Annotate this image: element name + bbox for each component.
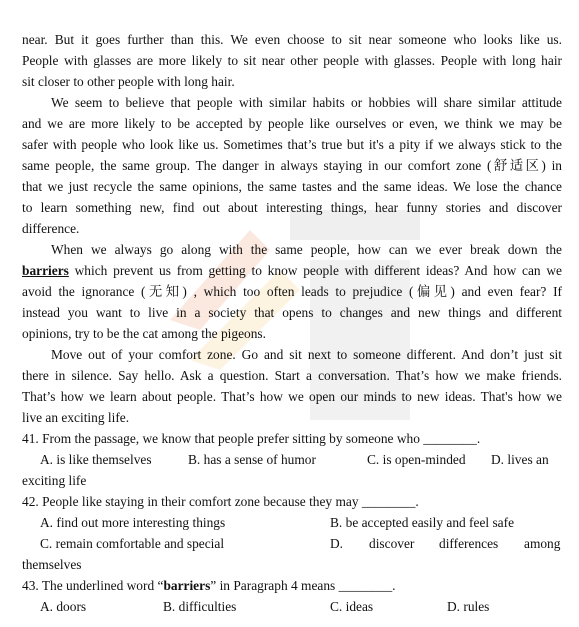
paragraph-line: same people, the same group. The danger in always staying in our comfort zone (舒适区) in [22, 158, 562, 173]
question-43-stem [22, 576, 562, 597]
q41-option-c[interactable]: C. is open-minded [367, 452, 466, 467]
paragraph-line: and we are more likely to be accepted by people like ourselves or even, we think we may be [22, 116, 562, 131]
question-41-stem: 41. From the passage, we know that people prefer sitting by someone who ________. [22, 431, 481, 446]
q43-option-b[interactable]: B. difficulties [163, 599, 237, 614]
paragraph-line: People with glasses are more likely to sit near other people with glasses. People with long hair [22, 53, 562, 68]
paragraph-line: sit closer to other people with long hair. [22, 74, 235, 89]
underlined-word: barriers [22, 263, 69, 278]
q43-stem-pre: 43. The underlined word “ [22, 578, 164, 593]
q41-option-d-wrap: exciting life [22, 473, 87, 488]
q42-option-d-wrap: themselves [22, 557, 82, 572]
q42-option-d[interactable]: D. [330, 536, 344, 551]
q42-option-d-word: among [524, 536, 561, 551]
q43-option-d[interactable]: D. rules [447, 599, 490, 614]
q41-option-a[interactable]: A. is like themselves [40, 452, 152, 467]
paragraph-line: to learn something new, find out about interesting things, hear funny stories and discover [22, 200, 562, 215]
q42-option-d-word: differences [439, 536, 499, 551]
paragraph-line: difference. [22, 221, 80, 236]
q41-option-b[interactable]: B. has a sense of humor [188, 452, 316, 467]
paragraph-line: We seem to believe that people with similar habits or hobbies will share similar attitude [51, 95, 562, 110]
paragraph-line: near. But it goes further than this. We even choose to sit near someone who looks like us. [22, 32, 562, 47]
q43-stem-post: ” in Paragraph 4 means ________. [210, 578, 396, 593]
paragraph-line: safer with people who look like us. Sometimes that’s true but it's a pity if we always stick to the [22, 137, 562, 152]
q42-option-a[interactable]: A. find out more interesting things [40, 515, 226, 530]
paragraph-line-rest: which prevent us from getting to know people with different ideas? And how can we [68, 263, 562, 278]
paragraph-line: That’s how we learn about people. That’s how we open our minds to new ideas. That's how we [22, 389, 562, 404]
q43-option-a[interactable]: A. doors [40, 599, 87, 614]
question-42-stem: 42. People like staying in their comfort zone because they may ________. [22, 494, 419, 509]
paragraph-line: When we always go along with the same people, how can we ever break down the [51, 242, 562, 257]
q43-stem-word: barriers [163, 578, 211, 593]
q42-option-d-word: discover [369, 536, 415, 551]
paragraph-line [22, 261, 562, 282]
paragraph-line: opinions, try to be the cat among the pigeons. [22, 326, 266, 341]
paragraph-line: there in silence. Say hello. Ask a question. Start a conversation. That’s how we make friends. [22, 368, 562, 383]
paragraph-line: avoid the ignorance (无知) , which too often leads to prejudice (偏见) and even fear? If [22, 284, 562, 299]
paragraph-line: Move out of your comfort zone. Go and sit next to someone different. And don’t just sit [51, 347, 562, 362]
q43-option-c[interactable]: C. ideas [330, 599, 374, 614]
q41-option-d[interactable]: D. lives an [491, 452, 549, 467]
q42-option-b[interactable]: B. be accepted easily and feel safe [330, 515, 515, 530]
paragraph-line: that we just recycle the same opinions, the same tastes and the same ideas. We lose the chance [22, 179, 562, 194]
paragraph-line: instead you want to live in a society that opens to changes and new things and different [22, 305, 562, 320]
paragraph-line: live an exciting life. [22, 410, 130, 425]
q42-option-c[interactable]: C. remain comfortable and special [40, 536, 225, 551]
